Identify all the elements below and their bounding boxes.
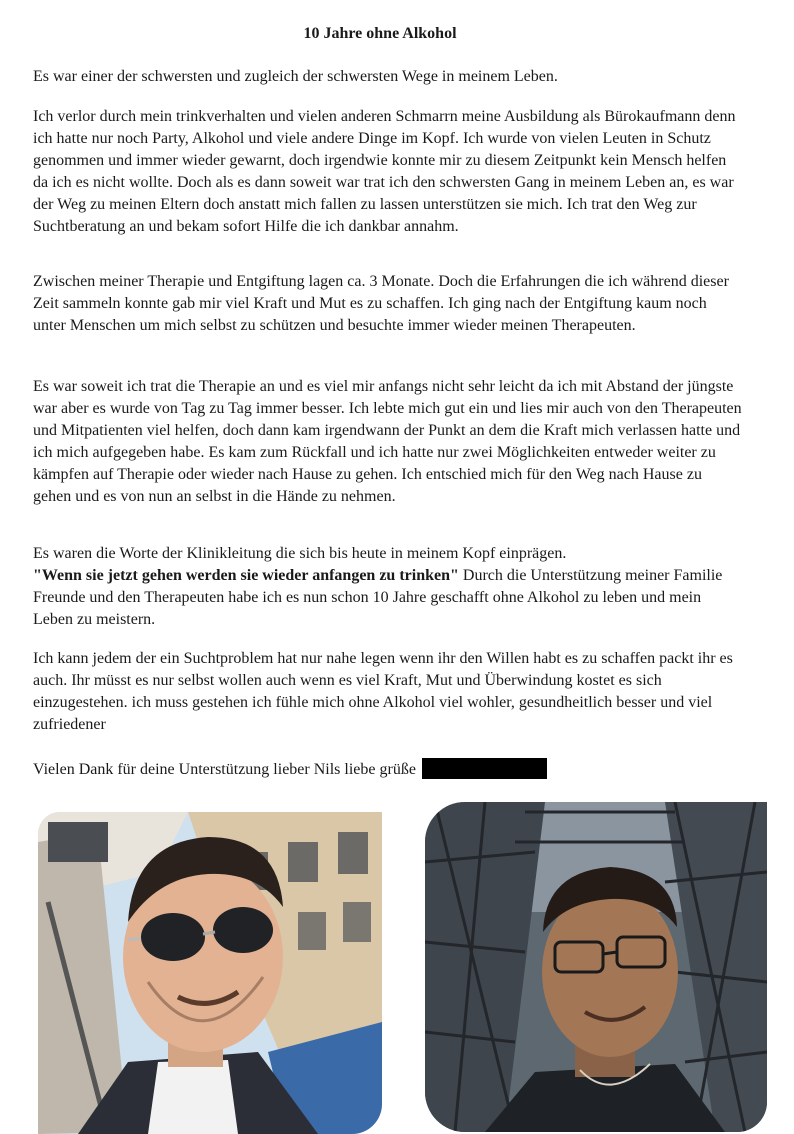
document-title: 10 Jahre ohne Alkohol bbox=[303, 25, 457, 42]
selfie-sunglasses-photo bbox=[38, 812, 382, 1134]
paragraph-relapse: Es war soweit ich trat die Therapie an und es viel mir anfangs nicht sehr leicht da ich mit Abstand der jüngste war aber es wurde von Tag zu Tag immer besser. Ich lebte mich gut ein und lies mir auch von den Therapeuten und Mitpatienten viel helfen, doch dann kam irgendwann der Punkt an dem die Kraft mich verlassen hatte und ich mich aufgegeben habe. Es kam zum Rückfall und ich hatte nur zwei Möglichkeiten entweder weiter zu kämpfen auf Therapie oder wieder nach Hause zu gehen. Ich entschied mich für den Weg nach Hause zu gehen und es von nun an selbst in die Hände zu nehmen. bbox=[33, 378, 742, 505]
quote-intro: Es waren die Worte der Klinikleitung die sich bis heute in meinem Kopf einprägen. bbox=[33, 545, 567, 562]
redacted-name bbox=[422, 758, 547, 779]
paragraph-quote bbox=[33, 543, 743, 631]
photo-eiffel-icon bbox=[425, 802, 767, 1132]
paragraph-story: Ich verlor durch mein trinkverhalten und vielen anderen Schmarrn meine Ausbildung als Bürokaufmann denn ich hatte nur noch Party, Alkohol und viele andere Dinge im Kopf. Ich wurde von vielen Leuten in Schutz genommen und immer wieder gewarnt, doch irgendwie konnte mir zu diesem Zeitpunkt kein Mensch helfen da ich es nicht wollte. Doch als es dann soweit war trat ich den schwersten Gang in meinem Leben an, es war der Weg zu meinen Eltern doch anstatt mich fallen zu lassen unterstützen sie mich. Ich trat den Weg zur Suchtberatung an und bekam sofort Hilfe die ich dankbar annahm. bbox=[33, 108, 736, 235]
paragraph-intro: Es war einer der schwersten und zugleich der schwersten Wege in meinem Leben. bbox=[33, 68, 558, 85]
selfie-eiffel-tower-photo bbox=[425, 802, 767, 1132]
paragraph-therapy: Zwischen meiner Therapie und Entgiftung lagen ca. 3 Monate. Doch die Erfahrungen die ich während dieser Zeit sammeln konnte gab mir viel Kraft und Mut es zu schaffen. Ich ging nach der Entgiftung kaum noch unter Menschen um mich selbst zu schützen und besuchte immer wieder meinen Therapeuten. bbox=[33, 273, 729, 334]
closing-line bbox=[33, 758, 743, 781]
paragraph-advice: Ich kann jedem der ein Suchtproblem hat nur nahe legen wenn ihr den Willen habt es zu schaffen packt ihr es auch. Ihr müsst es nur selbst wollen auch wenn es viel Kraft, Mut und Überwindung kostet es sich einzugestehen. ich muss gestehen ich fühle mich ohne Alkohol viel wohler, gesundheitlich besser und viel zufriedener bbox=[33, 650, 733, 733]
photo-sunglasses-icon bbox=[38, 812, 382, 1134]
closing-text: Vielen Dank für deine Unterstützung lieber Nils liebe grüße bbox=[33, 761, 416, 778]
quote-rest: Durch die Unterstützung meiner Familie Freunde und den Therapeuten habe ich es nun schon 10 Jahre geschafft ohne Alkohol zu leben und mein Leben zu meistern. bbox=[33, 567, 723, 628]
clinic-quote: "Wenn sie jetzt gehen werden sie wieder anfangen zu trinken" bbox=[33, 567, 459, 584]
